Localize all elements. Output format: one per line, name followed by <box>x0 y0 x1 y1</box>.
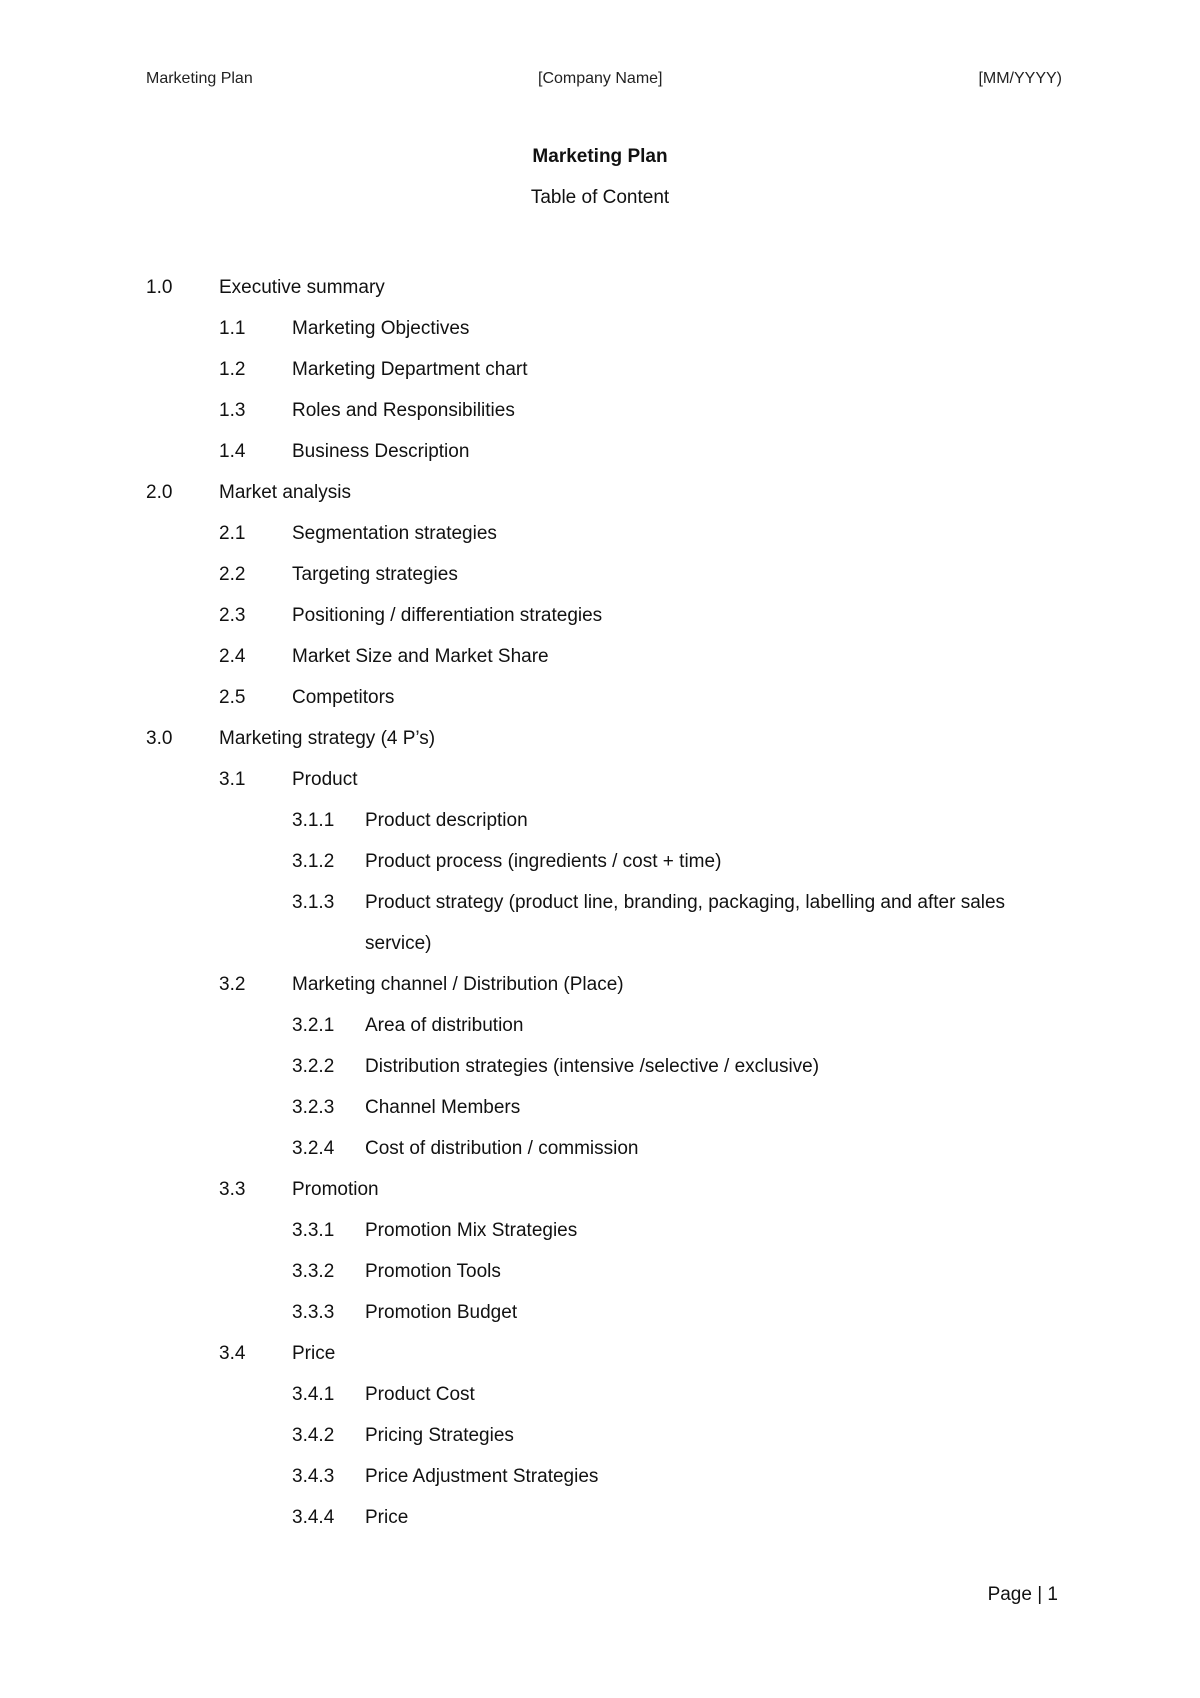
toc-entry-number: 3.1.1 <box>292 810 335 831</box>
toc-entry-number: 3.3.2 <box>292 1261 335 1282</box>
toc-entry-number: 2.0 <box>146 482 173 503</box>
toc-entry-text: Product strategy (product line, branding, packaging, labelling and after sales service) <box>365 892 1006 954</box>
toc-entry <box>146 349 1066 390</box>
header-document-title: Marketing Plan <box>146 70 253 87</box>
toc-entry-number: 3.0 <box>146 728 173 749</box>
toc-entry <box>146 595 1066 636</box>
toc-entry <box>146 964 1066 1005</box>
table-of-contents <box>146 267 1066 1538</box>
toc-entry-text: Market analysis <box>219 482 351 503</box>
toc-entry-number: 3.3 <box>219 1179 246 1200</box>
toc-entry <box>146 1292 1066 1333</box>
toc-entry-text: Product process (ingredients / cost + time) <box>365 851 722 872</box>
toc-entry-text: Product description <box>365 810 528 831</box>
toc-entry <box>146 882 1066 964</box>
toc-entry <box>146 1169 1066 1210</box>
toc-entry-text: Executive summary <box>219 277 385 298</box>
toc-entry <box>146 841 1066 882</box>
toc-entry-text: Area of distribution <box>365 1015 524 1036</box>
page-number: Page | 1 <box>987 1584 1058 1605</box>
toc-entry-number: 3.2.1 <box>292 1015 335 1036</box>
toc-entry-text: Promotion Mix Strategies <box>365 1220 578 1241</box>
toc-entry-text: Cost of distribution / commission <box>365 1138 639 1159</box>
toc-entry-number: 3.1 <box>219 769 246 790</box>
toc-entry-text: Distribution strategies (intensive /selective / exclusive) <box>365 1056 820 1077</box>
toc-entry-text: Pricing Strategies <box>365 1425 514 1446</box>
toc-entry <box>146 718 1066 759</box>
toc-entry <box>146 431 1066 472</box>
toc-entry-number: 2.5 <box>219 687 246 708</box>
toc-entry <box>146 636 1066 677</box>
toc-entry-number: 3.4.4 <box>292 1507 335 1528</box>
toc-entry-text: Segmentation strategies <box>292 523 497 544</box>
toc-entry-text: Product Cost <box>365 1384 475 1405</box>
toc-entry-text: Positioning / differentiation strategies <box>292 605 603 626</box>
toc-entry-number: 3.3.3 <box>292 1302 335 1323</box>
toc-entry-number: 2.3 <box>219 605 246 626</box>
toc-entry-number: 3.1.3 <box>292 892 335 913</box>
toc-entry <box>146 1456 1066 1497</box>
toc-entry <box>146 1497 1066 1538</box>
toc-entry <box>146 1210 1066 1251</box>
toc-entry-text: Channel Members <box>365 1097 521 1118</box>
toc-entry <box>146 800 1066 841</box>
toc-entry <box>146 472 1066 513</box>
toc-entry-number: 3.2.2 <box>292 1056 335 1077</box>
toc-entry-number: 2.2 <box>219 564 246 585</box>
toc-entry-number: 1.3 <box>219 400 246 421</box>
toc-entry-text: Targeting strategies <box>292 564 458 585</box>
header-company-name: [Company Name] <box>538 70 663 87</box>
toc-entry <box>146 1333 1066 1374</box>
page-header <box>146 70 1062 94</box>
toc-entry-text: Competitors <box>292 687 395 708</box>
toc-entry <box>146 1415 1066 1456</box>
toc-entry-text: Marketing strategy (4 P’s) <box>219 728 436 749</box>
toc-entry <box>146 390 1066 431</box>
header-date: [MM/YYYY) <box>978 70 1062 87</box>
toc-entry-number: 1.2 <box>219 359 246 380</box>
toc-entry <box>146 677 1066 718</box>
toc-entry-text: Price <box>292 1343 336 1364</box>
toc-entry <box>146 759 1066 800</box>
toc-entry-number: 3.4.3 <box>292 1466 335 1487</box>
toc-entry-number: 1.4 <box>219 441 246 462</box>
toc-entry-number: 3.2.4 <box>292 1138 335 1159</box>
document-title: Marketing Plan <box>532 146 668 167</box>
toc-entry-number: 3.1.2 <box>292 851 335 872</box>
toc-entry-text: Promotion Tools <box>365 1261 501 1282</box>
toc-entry-text: Business Description <box>292 441 470 462</box>
toc-entry-text: Price Adjustment Strategies <box>365 1466 599 1487</box>
toc-entry <box>146 1374 1066 1415</box>
toc-entry-text: Marketing channel / Distribution (Place) <box>292 974 624 995</box>
toc-entry-number: 3.4.1 <box>292 1384 335 1405</box>
toc-entry-text: Marketing Department chart <box>292 359 528 380</box>
toc-entry-text: Promotion Budget <box>365 1302 518 1323</box>
toc-entry <box>146 1046 1066 1087</box>
toc-entry-number: 3.3.1 <box>292 1220 335 1241</box>
toc-entry <box>146 1087 1066 1128</box>
toc-entry-text: Roles and Responsibilities <box>292 400 515 421</box>
toc-entry-text: Price <box>365 1507 409 1528</box>
toc-entry-text: Marketing Objectives <box>292 318 470 339</box>
toc-entry-text: Market Size and Market Share <box>292 646 549 667</box>
toc-entry-text: Promotion <box>292 1179 379 1200</box>
toc-entry-number: 3.2.3 <box>292 1097 335 1118</box>
toc-entry-number: 1.0 <box>146 277 173 298</box>
toc-heading: Table of Content <box>530 187 670 208</box>
toc-entry-number: 3.2 <box>219 974 246 995</box>
toc-entry <box>146 1251 1066 1292</box>
toc-entry <box>146 1005 1066 1046</box>
toc-entry-number: 1.1 <box>219 318 246 339</box>
toc-entry-number: 2.1 <box>219 523 246 544</box>
toc-entry <box>146 554 1066 595</box>
toc-entry-number: 3.4.2 <box>292 1425 335 1446</box>
toc-entry-number: 3.4 <box>219 1343 246 1364</box>
toc-entry-number: 2.4 <box>219 646 246 667</box>
toc-entry <box>146 267 1066 308</box>
toc-entry <box>146 1128 1066 1169</box>
toc-entry-text: Product <box>292 769 358 790</box>
toc-entry <box>146 308 1066 349</box>
toc-entry <box>146 513 1066 554</box>
